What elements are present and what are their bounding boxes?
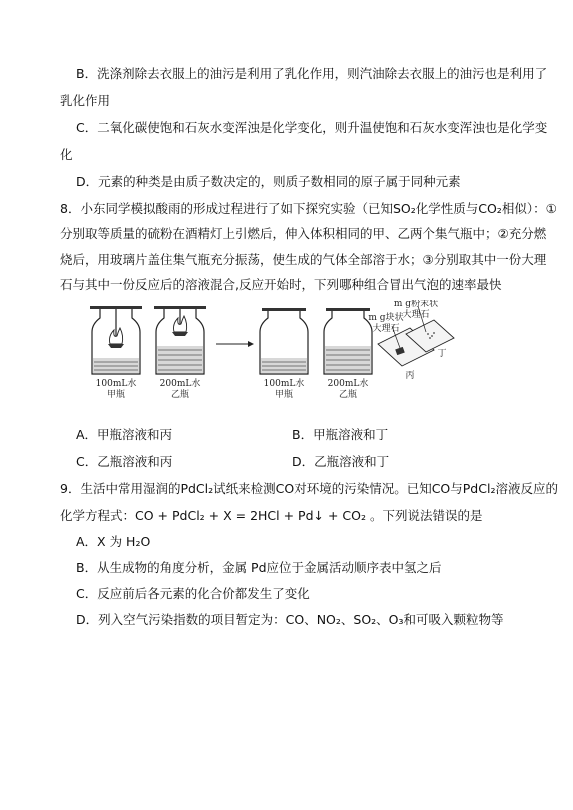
q8-option-c[interactable]: C．乙瓶溶液和丙 [76, 454, 173, 469]
q9-option-b[interactable]: B．从生成物的角度分析，金属 Pd应位于金属活动顺序表中氢之后 [76, 560, 442, 575]
q8-option-b[interactable]: B．甲瓶溶液和丁 [292, 427, 389, 442]
q8-stem-line1: 8．小东同学模拟酸雨的形成过程进行了如下探究实验（已知SO₂化学性质与CO₂相似）：① [60, 201, 557, 216]
label-bing: 丙 [405, 371, 415, 381]
jar-yi-covered [324, 308, 372, 374]
jar2-label-2: 乙瓶 [170, 390, 190, 400]
q8-stem-line4: 石与其中一份反应后的溶液混合,反应开始时，下列哪种组合冒出气泡的速率最快 [60, 277, 502, 292]
jar-yi-burning [154, 306, 206, 374]
jar1-label-2: 甲瓶 [106, 390, 126, 400]
block-label-1: m g块状 [368, 313, 404, 323]
powder-label-1: m g粉末状 [393, 300, 439, 309]
label-ding: 丁 [437, 349, 447, 359]
jar2-label-1: 200mL水 [159, 379, 201, 389]
jar3-label-1: 100mL水 [263, 379, 305, 389]
q8-option-d[interactable]: D．乙瓶溶液和丁 [292, 454, 390, 469]
jar3-label-2: 甲瓶 [274, 390, 294, 400]
block-label-2: 大理石 [372, 324, 400, 334]
q8-stem-line3: 烧后，用玻璃片盖住集气瓶充分振荡，使生成的气体全部溶于水；③分别取其中一份大理 [60, 252, 547, 267]
option-b-line1: B．洗涤剂除去衣服上的油污是利用了乳化作用，则汽油除去衣服上的油污也是利用了 [76, 66, 548, 81]
option-c-line1: C．二氧化碳使饱和石灰水变浑浊是化学变化，则升温使饱和石灰水变浑浊也是化学变 [76, 120, 548, 135]
jar-jia-covered [260, 308, 308, 374]
option-b-line2: 乳化作用 [60, 93, 111, 108]
q9-option-c[interactable]: C．反应前后各元素的化合价都发生了变化 [76, 586, 310, 601]
process-arrow [216, 341, 254, 347]
jar1-label-1: 100mL水 [95, 379, 137, 389]
powder-label-2: 大理石 [402, 310, 430, 320]
q9-stem-line1: 9．生活中常用湿润的PdCl₂试纸来检测CO对环境的污染情况。已知CO与PdCl₂溶液反应的 [60, 481, 558, 496]
q8-experiment-figure [88, 300, 468, 400]
jar-jia-burning [90, 306, 142, 374]
option-c-line2: 化 [60, 147, 73, 162]
jar4-label-2: 乙瓶 [338, 390, 358, 400]
q9-option-a[interactable]: A．X 为 H₂O [76, 534, 151, 549]
q8-stem-line2: 分别取等质量的硫粉在酒精灯上引燃后，伸入体积相同的甲、乙两个集气瓶中；②充分燃 [60, 226, 547, 241]
q9-stem-line2: 化学方程式：CO + PdCl₂ + X = 2HCl + Pd↓ + CO₂ 。下列说法错误的是 [60, 508, 483, 523]
q8-option-a[interactable]: A．甲瓶溶液和丙 [76, 427, 173, 442]
q9-option-d[interactable]: D．列入空气污染指数的项目暂定为：CO、NO₂、SO₂、O₃和可吸入颗粒物等 [76, 612, 504, 627]
jar4-label-1: 200mL水 [327, 379, 369, 389]
option-d-line1: D．元素的种类是由质子数决定的，则质子数相同的原子属于同种元素 [76, 174, 461, 189]
